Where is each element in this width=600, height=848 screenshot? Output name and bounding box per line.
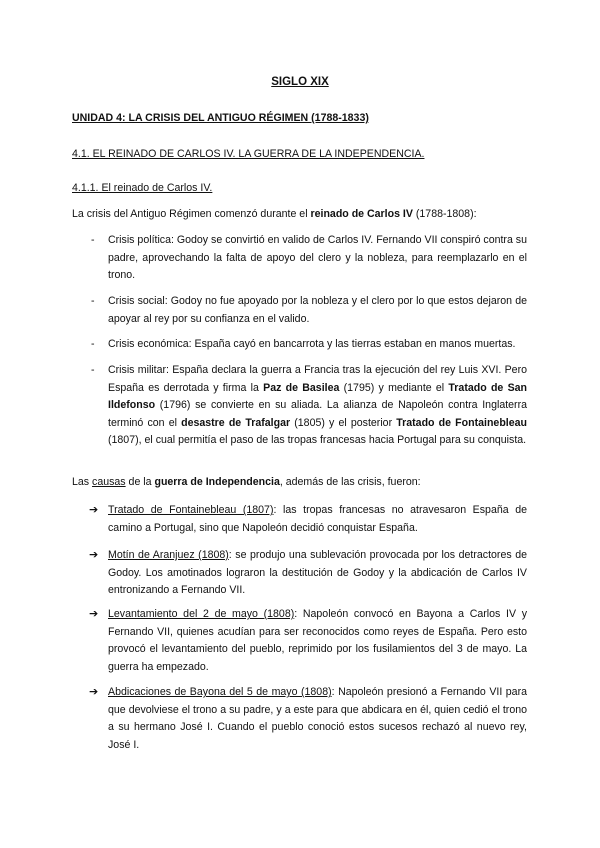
subsection-heading: 4.1.1. El reinado de Carlos IV. xyxy=(72,182,213,194)
bold-desastre-trafalgar: desastre de Trafalgar xyxy=(181,416,291,429)
cause-label: Levantamiento del 2 de mayo (1808) xyxy=(108,608,295,620)
causes-underlined: causas xyxy=(92,476,126,488)
list-item-cause: Tratado de Fontainebleau (1807): las tropas francesas no atravesaron España de camino a Portugal, sino que Napoleón decidió conquistar España. xyxy=(108,504,528,534)
bold-tratado-fontainebleau: Tratado de Fontainebleau xyxy=(396,416,527,429)
list-item-cause: Motín de Aranjuez (1808): se produjo una sublevación provocada por los detractores de Godoy. Los amotinados lograron la destitución de Godoy y la abdicación de Carlos IV entronizando a Fernando VII. xyxy=(108,549,527,597)
bullet-dash: - xyxy=(91,295,95,307)
intro-text-after: (1788-1808): xyxy=(412,208,477,220)
bold-paz-de-basilea: Paz de Basilea xyxy=(263,381,340,394)
cause-label: Tratado de Fontainebleau (1807) xyxy=(108,504,274,516)
list-item-crisis-economica: Crisis económica: España cayó en bancarrota y las tierras estaban en manos muertas. xyxy=(108,338,516,350)
section-heading: 4.1. EL REINADO DE CARLOS IV. LA GUERRA DE LA INDEPENDENCIA. xyxy=(72,148,425,160)
unit-heading: UNIDAD 4: LA CRISIS DEL ANTIGUO RÉGIMEN (1788-1833) xyxy=(72,112,369,124)
bullet-dash: - xyxy=(91,338,95,350)
bullet-dash: - xyxy=(91,364,95,376)
arrow-icon: ➔ xyxy=(89,549,99,561)
intro-bold: reinado de Carlos IV xyxy=(310,208,413,220)
cause-label: Abdicaciones de Bayona del 5 de mayo (1808) xyxy=(108,686,332,698)
list-item-crisis-militar: Crisis militar: España declara la guerra a Francia tras la ejecución del rey Luis XVI. Pero España es derrotada y firma la Paz de Basilea (1795) y mediante el Tratado de San Ildefonso (1796) se convierte en su aliada. La alianza de Napoleón contra Inglaterra terminó con el desastre de Trafalgar (1805) y el posterior Tratado de Fontainebleau (1807), el cual permitía el paso de las tropas francesas hacia Portugal para su conquista. xyxy=(108,364,527,447)
arrow-icon: ➔ xyxy=(89,504,99,516)
page-title: SIGLO XIX xyxy=(271,76,329,88)
causes-bold: guerra de Independencia xyxy=(154,476,280,488)
list-item-crisis-politica: Crisis política: Godoy se convirtió en valido de Carlos IV. Fernando VII conspiró contra su padre, aprovechando la falta de apoyo del clero y la nobleza, para reemplazarlo en el trono. xyxy=(108,234,527,282)
arrow-icon: ➔ xyxy=(89,686,99,698)
cause-label: Motín de Aranjuez (1808) xyxy=(108,549,229,561)
list-item-cause: Levantamiento del 2 de mayo (1808): Napoleón convocó en Bayona a Carlos IV y Fernando VII, quienes acudían para ser reconocidos como reyes de España. Pero esto provocó el levantamiento del pueblo, reprimido por los fusilamientos del 3 de mayo. La guerra ha empezado. xyxy=(108,608,527,673)
intro-text-before: La crisis del Antiguo Régimen comenzó durante el xyxy=(72,208,311,220)
bullet-dash: - xyxy=(91,234,95,246)
bold-tratado-san-ildefonso: Tratado de San Ildefonso xyxy=(108,381,527,412)
list-item-cause: Abdicaciones de Bayona del 5 de mayo (1808): Napoleón presionó a Fernando VII para que devolviese el trono a su padre, y a este para que abdicara en él, quien cedió el trono a su hermano José I. Cuando el pueblo conoció estos sucesos rechazó al nuevo rey, José I. xyxy=(108,686,527,751)
arrow-icon: ➔ xyxy=(89,608,99,620)
list-item-crisis-social: Crisis social: Godoy no fue apoyado por la nobleza y el clero por lo que estos dejaron de apoyar al rey por su confianza en el valido. xyxy=(108,295,527,325)
causes-intro: Las causas de la guerra de Independencia, además de las crisis, fueron: xyxy=(72,476,421,488)
intro-paragraph xyxy=(72,206,522,224)
